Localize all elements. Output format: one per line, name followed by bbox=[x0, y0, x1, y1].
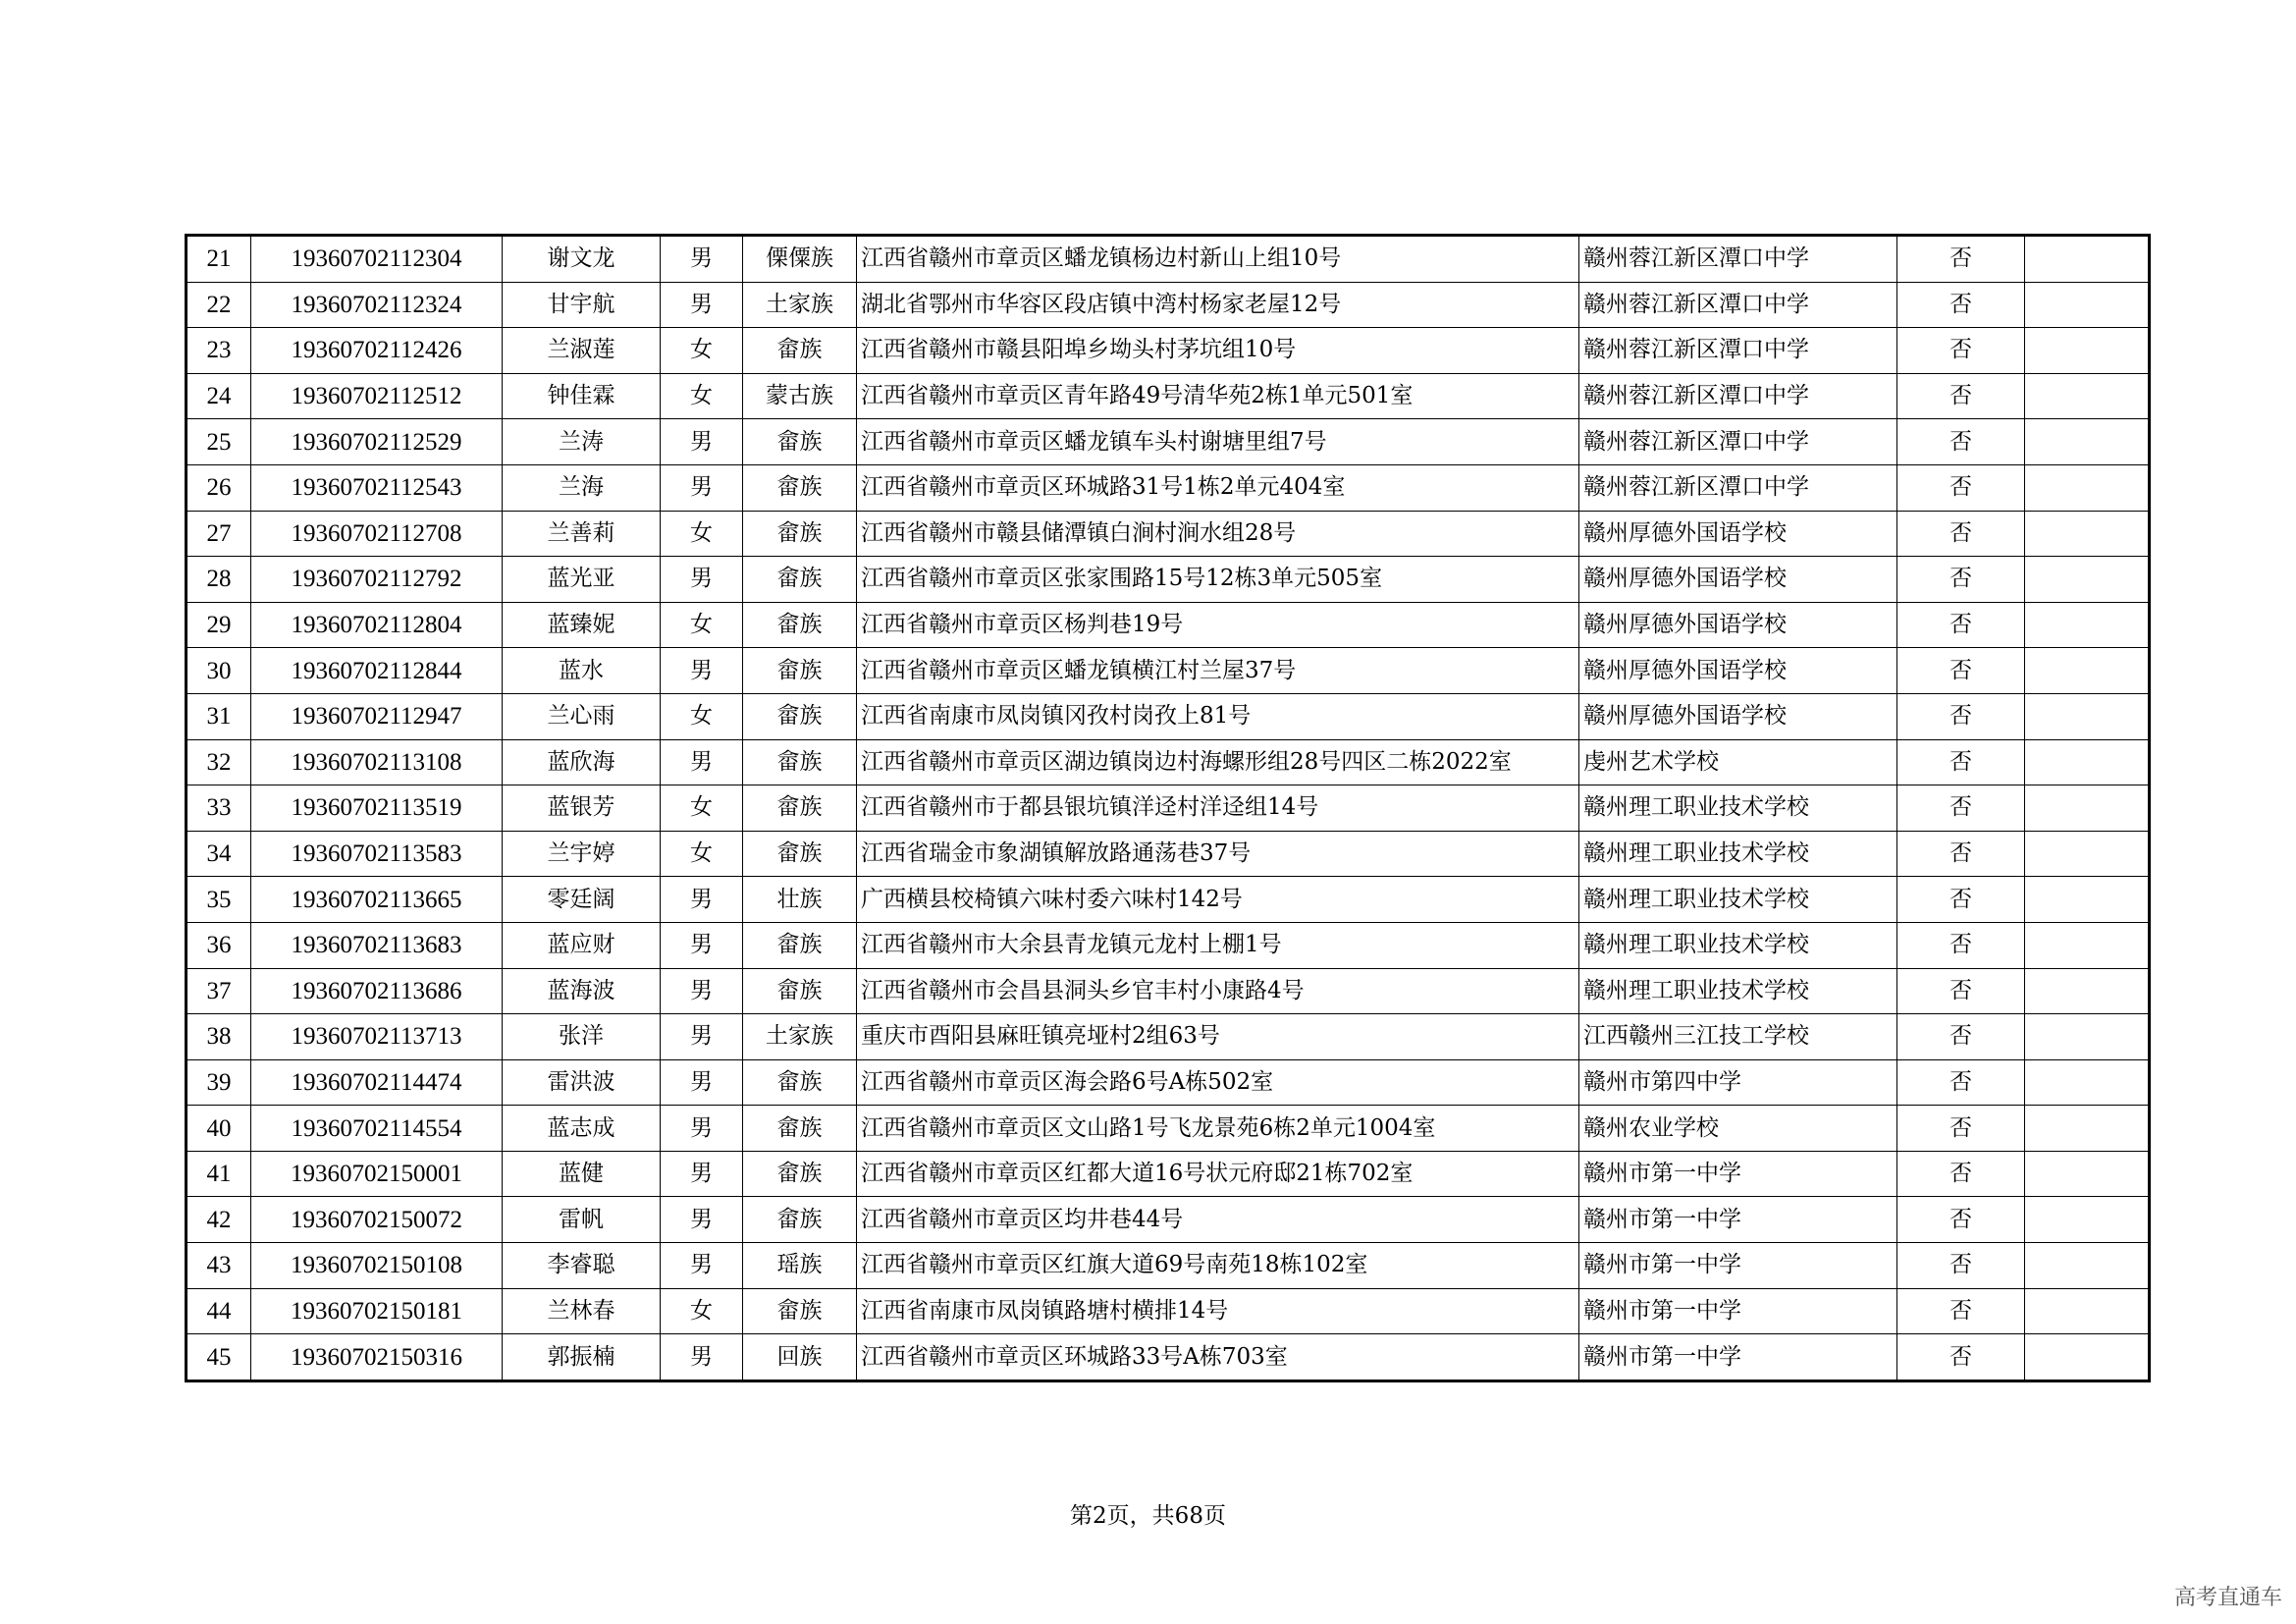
cell-row-number: 28 bbox=[187, 557, 251, 603]
cell-address: 江西省赣州市会昌县洞头乡官丰村小康路4号 bbox=[857, 968, 1579, 1014]
cell-exam-id: 19360702114474 bbox=[251, 1059, 503, 1106]
cell-address: 江西省瑞金市象湖镇解放路通荡巷37号 bbox=[857, 831, 1579, 877]
cell-flag: 否 bbox=[1897, 557, 2025, 603]
cell-row-number: 33 bbox=[187, 785, 251, 832]
cell-sex: 男 bbox=[661, 464, 743, 511]
cell-address: 江西省赣州市于都县银坑镇洋迳村洋迳组14号 bbox=[857, 785, 1579, 832]
cell-address: 重庆市酉阳县麻旺镇亮垭村2组63号 bbox=[857, 1014, 1579, 1060]
cell-name: 李睿聪 bbox=[503, 1243, 661, 1289]
cell-school: 赣州理工职业技术学校 bbox=[1579, 831, 1897, 877]
cell-note bbox=[2025, 968, 2150, 1014]
table-row bbox=[187, 1197, 2150, 1243]
cell-school: 赣州蓉江新区潭口中学 bbox=[1579, 328, 1897, 374]
cell-address: 江西省赣州市章贡区环城路31号1栋2单元404室 bbox=[857, 464, 1579, 511]
cell-note bbox=[2025, 328, 2150, 374]
table-row bbox=[187, 877, 2150, 923]
cell-sex: 女 bbox=[661, 373, 743, 419]
cell-row-number: 39 bbox=[187, 1059, 251, 1106]
cell-school: 赣州厚德外国语学校 bbox=[1579, 648, 1897, 694]
cell-school: 赣州市第四中学 bbox=[1579, 1059, 1897, 1106]
cell-flag: 否 bbox=[1897, 282, 2025, 328]
cell-school: 赣州厚德外国语学校 bbox=[1579, 693, 1897, 739]
cell-ethnicity: 畲族 bbox=[743, 419, 857, 465]
cell-sex: 女 bbox=[661, 328, 743, 374]
cell-school: 赣州市第一中学 bbox=[1579, 1151, 1897, 1197]
cell-name: 张洋 bbox=[503, 1014, 661, 1060]
cell-flag: 否 bbox=[1897, 602, 2025, 648]
cell-flag: 否 bbox=[1897, 1106, 2025, 1152]
cell-sex: 男 bbox=[661, 1334, 743, 1381]
cell-name: 蓝银芳 bbox=[503, 785, 661, 832]
cell-school: 赣州蓉江新区潭口中学 bbox=[1579, 236, 1897, 283]
cell-exam-id: 19360702114554 bbox=[251, 1106, 503, 1152]
table-row bbox=[187, 1334, 2150, 1381]
cell-school: 赣州农业学校 bbox=[1579, 1106, 1897, 1152]
student-table bbox=[185, 234, 2151, 1382]
cell-ethnicity: 畲族 bbox=[743, 328, 857, 374]
cell-flag: 否 bbox=[1897, 1243, 2025, 1289]
table-row bbox=[187, 602, 2150, 648]
cell-note bbox=[2025, 1059, 2150, 1106]
table-row bbox=[187, 831, 2150, 877]
table-row bbox=[187, 557, 2150, 603]
cell-note bbox=[2025, 1243, 2150, 1289]
cell-sex: 男 bbox=[661, 1014, 743, 1060]
cell-ethnicity: 畲族 bbox=[743, 1059, 857, 1106]
cell-row-number: 42 bbox=[187, 1197, 251, 1243]
table-row bbox=[187, 419, 2150, 465]
cell-note bbox=[2025, 464, 2150, 511]
cell-school: 赣州市第一中学 bbox=[1579, 1243, 1897, 1289]
cell-sex: 男 bbox=[661, 739, 743, 785]
watermark: 高考直通车 bbox=[2173, 1586, 2282, 1610]
cell-flag: 否 bbox=[1897, 464, 2025, 511]
cell-note bbox=[2025, 1151, 2150, 1197]
cell-note bbox=[2025, 922, 2150, 968]
cell-ethnicity: 蒙古族 bbox=[743, 373, 857, 419]
table-row bbox=[187, 1014, 2150, 1060]
cell-sex: 男 bbox=[661, 648, 743, 694]
cell-name: 兰心雨 bbox=[503, 693, 661, 739]
cell-flag: 否 bbox=[1897, 648, 2025, 694]
table-row bbox=[187, 739, 2150, 785]
cell-name: 蓝臻妮 bbox=[503, 602, 661, 648]
cell-exam-id: 19360702113665 bbox=[251, 877, 503, 923]
cell-note bbox=[2025, 1106, 2150, 1152]
cell-address: 江西省赣州市章贡区蟠龙镇车头村谢塘里组7号 bbox=[857, 419, 1579, 465]
cell-ethnicity: 畲族 bbox=[743, 1197, 857, 1243]
cell-school: 赣州厚德外国语学校 bbox=[1579, 557, 1897, 603]
cell-ethnicity: 傈僳族 bbox=[743, 236, 857, 283]
cell-name: 兰宇婷 bbox=[503, 831, 661, 877]
cell-exam-id: 19360702112792 bbox=[251, 557, 503, 603]
cell-note bbox=[2025, 739, 2150, 785]
cell-name: 蓝光亚 bbox=[503, 557, 661, 603]
cell-sex: 男 bbox=[661, 1106, 743, 1152]
cell-school: 赣州市第一中学 bbox=[1579, 1197, 1897, 1243]
cell-note bbox=[2025, 1014, 2150, 1060]
cell-name: 郭振楠 bbox=[503, 1334, 661, 1381]
table-row bbox=[187, 1243, 2150, 1289]
cell-note bbox=[2025, 282, 2150, 328]
cell-row-number: 23 bbox=[187, 328, 251, 374]
table-row bbox=[187, 1151, 2150, 1197]
cell-school: 赣州理工职业技术学校 bbox=[1579, 877, 1897, 923]
cell-note bbox=[2025, 373, 2150, 419]
cell-school: 虔州艺术学校 bbox=[1579, 739, 1897, 785]
cell-note bbox=[2025, 785, 2150, 832]
cell-name: 兰善莉 bbox=[503, 511, 661, 557]
cell-name: 雷洪波 bbox=[503, 1059, 661, 1106]
cell-ethnicity: 畲族 bbox=[743, 511, 857, 557]
cell-name: 钟佳霖 bbox=[503, 373, 661, 419]
table-row bbox=[187, 464, 2150, 511]
page-number: 第2页，共68页 bbox=[1070, 1503, 1226, 1529]
table-row bbox=[187, 1106, 2150, 1152]
cell-address: 江西省赣州市章贡区文山路1号飞龙景苑6栋2单元1004室 bbox=[857, 1106, 1579, 1152]
cell-ethnicity: 畲族 bbox=[743, 831, 857, 877]
cell-flag: 否 bbox=[1897, 328, 2025, 374]
cell-exam-id: 19360702112543 bbox=[251, 464, 503, 511]
cell-sex: 男 bbox=[661, 877, 743, 923]
cell-exam-id: 19360702113713 bbox=[251, 1014, 503, 1060]
cell-school: 江西赣州三江技工学校 bbox=[1579, 1014, 1897, 1060]
cell-note bbox=[2025, 602, 2150, 648]
cell-sex: 男 bbox=[661, 968, 743, 1014]
cell-note bbox=[2025, 693, 2150, 739]
cell-address: 江西省赣州市章贡区环城路33号A栋703室 bbox=[857, 1334, 1579, 1381]
cell-name: 兰淑莲 bbox=[503, 328, 661, 374]
cell-row-number: 29 bbox=[187, 602, 251, 648]
table-row bbox=[187, 1288, 2150, 1334]
cell-sex: 男 bbox=[661, 419, 743, 465]
cell-address: 江西省赣州市章贡区海会路6号A栋502室 bbox=[857, 1059, 1579, 1106]
cell-ethnicity: 畲族 bbox=[743, 464, 857, 511]
cell-ethnicity: 畲族 bbox=[743, 739, 857, 785]
cell-address: 江西省赣州市章贡区青年路49号清华苑2栋1单元501室 bbox=[857, 373, 1579, 419]
cell-exam-id: 19360702112708 bbox=[251, 511, 503, 557]
cell-ethnicity: 畲族 bbox=[743, 785, 857, 832]
cell-row-number: 43 bbox=[187, 1243, 251, 1289]
cell-note bbox=[2025, 1197, 2150, 1243]
cell-sex: 女 bbox=[661, 511, 743, 557]
cell-row-number: 26 bbox=[187, 464, 251, 511]
cell-sex: 男 bbox=[661, 1197, 743, 1243]
cell-row-number: 36 bbox=[187, 922, 251, 968]
cell-ethnicity: 畲族 bbox=[743, 1151, 857, 1197]
cell-row-number: 38 bbox=[187, 1014, 251, 1060]
cell-flag: 否 bbox=[1897, 373, 2025, 419]
cell-note bbox=[2025, 877, 2150, 923]
cell-row-number: 41 bbox=[187, 1151, 251, 1197]
cell-note bbox=[2025, 1334, 2150, 1381]
cell-note bbox=[2025, 236, 2150, 283]
cell-row-number: 30 bbox=[187, 648, 251, 694]
cell-flag: 否 bbox=[1897, 968, 2025, 1014]
cell-address: 江西省赣州市章贡区蟠龙镇杨边村新山上组10号 bbox=[857, 236, 1579, 283]
cell-address: 江西省赣州市章贡区张家围路15号12栋3单元505室 bbox=[857, 557, 1579, 603]
cell-name: 蓝健 bbox=[503, 1151, 661, 1197]
cell-school: 赣州厚德外国语学校 bbox=[1579, 511, 1897, 557]
cell-row-number: 24 bbox=[187, 373, 251, 419]
cell-ethnicity: 畲族 bbox=[743, 648, 857, 694]
cell-ethnicity: 瑶族 bbox=[743, 1243, 857, 1289]
cell-name: 兰林春 bbox=[503, 1288, 661, 1334]
cell-note bbox=[2025, 557, 2150, 603]
cell-exam-id: 19360702112947 bbox=[251, 693, 503, 739]
table-row bbox=[187, 648, 2150, 694]
cell-address: 江西省赣州市大余县青龙镇元龙村上棚1号 bbox=[857, 922, 1579, 968]
cell-row-number: 45 bbox=[187, 1334, 251, 1381]
cell-address: 江西省赣州市章贡区红旗大道69号南苑18栋102室 bbox=[857, 1243, 1579, 1289]
cell-sex: 男 bbox=[661, 282, 743, 328]
cell-name: 蓝水 bbox=[503, 648, 661, 694]
cell-school: 赣州市第一中学 bbox=[1579, 1334, 1897, 1381]
cell-address: 江西省赣州市赣县阳埠乡坳头村茅坑组10号 bbox=[857, 328, 1579, 374]
cell-ethnicity: 畲族 bbox=[743, 1288, 857, 1334]
cell-school: 赣州理工职业技术学校 bbox=[1579, 968, 1897, 1014]
cell-flag: 否 bbox=[1897, 693, 2025, 739]
cell-name: 零廷阔 bbox=[503, 877, 661, 923]
cell-row-number: 22 bbox=[187, 282, 251, 328]
cell-exam-id: 19360702113583 bbox=[251, 831, 503, 877]
cell-exam-id: 19360702113683 bbox=[251, 922, 503, 968]
cell-school: 赣州厚德外国语学校 bbox=[1579, 602, 1897, 648]
cell-row-number: 34 bbox=[187, 831, 251, 877]
table-row bbox=[187, 693, 2150, 739]
cell-address: 江西省赣州市章贡区蟠龙镇横江村兰屋37号 bbox=[857, 648, 1579, 694]
cell-sex: 女 bbox=[661, 602, 743, 648]
cell-flag: 否 bbox=[1897, 511, 2025, 557]
cell-exam-id: 19360702112529 bbox=[251, 419, 503, 465]
table-body bbox=[187, 236, 2150, 1381]
cell-sex: 男 bbox=[661, 1243, 743, 1289]
cell-exam-id: 19360702113108 bbox=[251, 739, 503, 785]
cell-exam-id: 19360702112304 bbox=[251, 236, 503, 283]
cell-note bbox=[2025, 831, 2150, 877]
cell-ethnicity: 畲族 bbox=[743, 1106, 857, 1152]
cell-sex: 女 bbox=[661, 785, 743, 832]
table-row bbox=[187, 785, 2150, 832]
cell-row-number: 37 bbox=[187, 968, 251, 1014]
cell-ethnicity: 畲族 bbox=[743, 968, 857, 1014]
cell-row-number: 21 bbox=[187, 236, 251, 283]
cell-row-number: 27 bbox=[187, 511, 251, 557]
table-row bbox=[187, 511, 2150, 557]
cell-exam-id: 19360702150072 bbox=[251, 1197, 503, 1243]
cell-address: 江西省赣州市章贡区湖边镇岗边村海螺形组28号四区二栋2022室 bbox=[857, 739, 1579, 785]
cell-exam-id: 19360702150316 bbox=[251, 1334, 503, 1381]
cell-exam-id: 19360702112324 bbox=[251, 282, 503, 328]
cell-exam-id: 19360702150108 bbox=[251, 1243, 503, 1289]
cell-school: 赣州蓉江新区潭口中学 bbox=[1579, 373, 1897, 419]
cell-ethnicity: 畲族 bbox=[743, 693, 857, 739]
cell-name: 蓝海波 bbox=[503, 968, 661, 1014]
cell-exam-id: 19360702112426 bbox=[251, 328, 503, 374]
cell-sex: 男 bbox=[661, 1059, 743, 1106]
cell-flag: 否 bbox=[1897, 739, 2025, 785]
cell-ethnicity: 畲族 bbox=[743, 922, 857, 968]
cell-school: 赣州蓉江新区潭口中学 bbox=[1579, 464, 1897, 511]
cell-row-number: 31 bbox=[187, 693, 251, 739]
cell-name: 兰海 bbox=[503, 464, 661, 511]
table-row bbox=[187, 236, 2150, 283]
cell-ethnicity: 壮族 bbox=[743, 877, 857, 923]
cell-name: 蓝志成 bbox=[503, 1106, 661, 1152]
cell-school: 赣州蓉江新区潭口中学 bbox=[1579, 282, 1897, 328]
cell-note bbox=[2025, 1288, 2150, 1334]
cell-name: 蓝欣海 bbox=[503, 739, 661, 785]
cell-note bbox=[2025, 648, 2150, 694]
table-row bbox=[187, 373, 2150, 419]
cell-name: 甘宇航 bbox=[503, 282, 661, 328]
cell-sex: 女 bbox=[661, 831, 743, 877]
table-row bbox=[187, 968, 2150, 1014]
cell-school: 赣州理工职业技术学校 bbox=[1579, 785, 1897, 832]
cell-flag: 否 bbox=[1897, 1334, 2025, 1381]
cell-note bbox=[2025, 511, 2150, 557]
cell-ethnicity: 回族 bbox=[743, 1334, 857, 1381]
table-row bbox=[187, 282, 2150, 328]
cell-flag: 否 bbox=[1897, 236, 2025, 283]
table-row bbox=[187, 922, 2150, 968]
cell-ethnicity: 畲族 bbox=[743, 602, 857, 648]
cell-sex: 女 bbox=[661, 1288, 743, 1334]
cell-school: 赣州蓉江新区潭口中学 bbox=[1579, 419, 1897, 465]
cell-address: 江西省赣州市章贡区杨判巷19号 bbox=[857, 602, 1579, 648]
cell-address: 江西省赣州市赣县储潭镇白涧村涧水组28号 bbox=[857, 511, 1579, 557]
cell-flag: 否 bbox=[1897, 922, 2025, 968]
cell-exam-id: 19360702150181 bbox=[251, 1288, 503, 1334]
cell-row-number: 25 bbox=[187, 419, 251, 465]
table-row bbox=[187, 328, 2150, 374]
cell-address: 江西省赣州市章贡区均井巷44号 bbox=[857, 1197, 1579, 1243]
cell-name: 兰涛 bbox=[503, 419, 661, 465]
table-row bbox=[187, 1059, 2150, 1106]
cell-name: 雷帆 bbox=[503, 1197, 661, 1243]
cell-exam-id: 19360702112804 bbox=[251, 602, 503, 648]
cell-flag: 否 bbox=[1897, 1014, 2025, 1060]
cell-flag: 否 bbox=[1897, 877, 2025, 923]
cell-exam-id: 19360702113519 bbox=[251, 785, 503, 832]
cell-address: 江西省赣州市章贡区红都大道16号状元府邸21栋702室 bbox=[857, 1151, 1579, 1197]
cell-ethnicity: 畲族 bbox=[743, 557, 857, 603]
cell-flag: 否 bbox=[1897, 1151, 2025, 1197]
cell-exam-id: 19360702113686 bbox=[251, 968, 503, 1014]
cell-sex: 男 bbox=[661, 922, 743, 968]
cell-row-number: 35 bbox=[187, 877, 251, 923]
cell-name: 蓝应财 bbox=[503, 922, 661, 968]
cell-school: 赣州市第一中学 bbox=[1579, 1288, 1897, 1334]
cell-exam-id: 19360702112512 bbox=[251, 373, 503, 419]
cell-address: 广西横县校椅镇六味村委六味村142号 bbox=[857, 877, 1579, 923]
cell-row-number: 40 bbox=[187, 1106, 251, 1152]
cell-flag: 否 bbox=[1897, 831, 2025, 877]
cell-row-number: 44 bbox=[187, 1288, 251, 1334]
cell-flag: 否 bbox=[1897, 1288, 2025, 1334]
cell-school: 赣州理工职业技术学校 bbox=[1579, 922, 1897, 968]
cell-sex: 男 bbox=[661, 1151, 743, 1197]
cell-address: 江西省南康市凤岗镇路塘村横排14号 bbox=[857, 1288, 1579, 1334]
cell-ethnicity: 土家族 bbox=[743, 1014, 857, 1060]
cell-flag: 否 bbox=[1897, 419, 2025, 465]
cell-ethnicity: 土家族 bbox=[743, 282, 857, 328]
cell-sex: 男 bbox=[661, 557, 743, 603]
cell-address: 湖北省鄂州市华容区段店镇中湾村杨家老屋12号 bbox=[857, 282, 1579, 328]
cell-row-number: 32 bbox=[187, 739, 251, 785]
cell-flag: 否 bbox=[1897, 785, 2025, 832]
cell-sex: 男 bbox=[661, 236, 743, 283]
cell-exam-id: 19360702150001 bbox=[251, 1151, 503, 1197]
cell-name: 谢文龙 bbox=[503, 236, 661, 283]
cell-flag: 否 bbox=[1897, 1197, 2025, 1243]
cell-address: 江西省南康市凤岗镇冈孜村岗孜上81号 bbox=[857, 693, 1579, 739]
cell-sex: 女 bbox=[661, 693, 743, 739]
cell-exam-id: 19360702112844 bbox=[251, 648, 503, 694]
cell-flag: 否 bbox=[1897, 1059, 2025, 1106]
cell-note bbox=[2025, 419, 2150, 465]
